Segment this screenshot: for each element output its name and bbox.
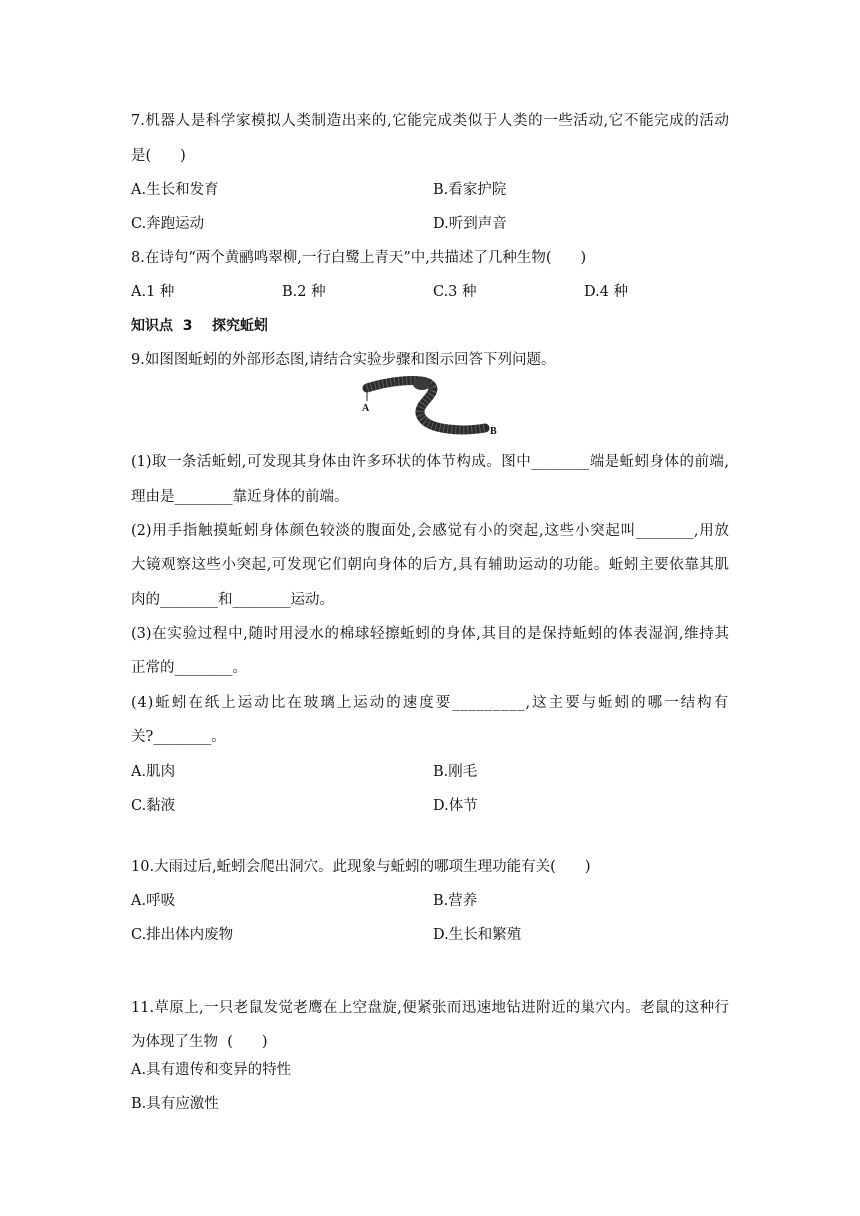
earthworm-figure xyxy=(352,376,512,438)
q9-part1-line2: 理由是________靠近身体的前端。 xyxy=(131,489,349,505)
q7-option-c: C.奔跑运动 xyxy=(131,216,205,232)
q8-option-c: C.3 种 xyxy=(433,284,477,300)
q9-option-a: A.肌肉 xyxy=(131,764,176,780)
label-a: A xyxy=(362,403,370,414)
q9-part3-line2: 正常的________。 xyxy=(131,660,247,676)
q10-option-d: D.生长和繁殖 xyxy=(433,927,522,943)
q8-option-b: B.2 种 xyxy=(282,284,326,300)
q9-part1-line1: (1)取一条活蚯蚓,可发现其身体由许多环状的体节构成。图中________端是蚯蚓身体的前端, xyxy=(131,454,729,470)
q9-stem: 9.如图图蚯蚓的外部形态图,请结合实验步骤和图示回答下列问题。 xyxy=(131,352,556,368)
q7-stem-line1: 7.机器人是科学家模拟人类制造出来的,它能完成类似于人类的一些活动,它不能完成的活动 xyxy=(131,113,729,129)
section-heading: 知识点 3 探究蚯蚓 xyxy=(131,318,268,334)
q9-part4-line2: 关?________。 xyxy=(131,729,226,745)
q9-option-d: D.体节 xyxy=(433,798,478,814)
q8-stem: 8.在诗句“两个黄鹂鸣翠柳,一行白鹭上青天”中,共描述了几种生物( ) xyxy=(131,250,587,266)
q8-option-d: D.4 种 xyxy=(584,284,629,300)
q7-option-a: A.生长和发育 xyxy=(131,182,219,198)
worm-clitellum xyxy=(413,378,431,390)
label-b: B xyxy=(490,426,497,437)
q10-option-a: A.呼吸 xyxy=(131,893,176,909)
q11-option-b: B.具有应激性 xyxy=(131,1096,219,1112)
q8-option-a: A.1 种 xyxy=(131,284,175,300)
q11-option-a: A.具有遗传和变异的特性 xyxy=(131,1062,292,1078)
q7-stem-line2: 是( ) xyxy=(131,148,186,164)
q9-part2-line2: 大镜观察这些小突起,可发现它们朝向身体的后方,具有辅助运动的功能。蚯蚓主要依靠其肌 xyxy=(131,557,729,573)
q9-part2-line3: 肉的________和________运动。 xyxy=(131,592,334,608)
q9-part4-line1: (4)蚯蚓在纸上运动比在玻璃上运动的速度要_________,这主要与蚯蚓的哪一结构有 xyxy=(131,695,729,711)
q9-option-b: B.刚毛 xyxy=(433,764,478,780)
q10-stem: 10.大雨过后,蚯蚓会爬出洞穴。此现象与蚯蚓的哪项生理功能有关( ) xyxy=(131,859,591,875)
q9-part2-line1: (2)用手指触摸蚯蚓身体颜色较淡的腹面处,会感觉有小的突起,这些小突起叫________,用放 xyxy=(131,523,729,539)
q11-stem-line2: 为体现了生物 ( ) xyxy=(131,1034,268,1050)
q11-stem-line1: 11.草原上,一只老鼠发觉老鹰在上空盘旋,便紧张而迅速地钻进附近的巢穴内。老鼠的这种行 xyxy=(131,1000,729,1016)
q9-option-c: C.黏液 xyxy=(131,798,176,814)
q10-option-c: C.排出体内废物 xyxy=(131,927,234,943)
q10-option-b: B.营养 xyxy=(433,893,478,909)
q9-part3-line1: (3)在实验过程中,随时用浸水的棉球轻擦蚯蚓的身体,其目的是保持蚯蚓的体表湿润,维持其 xyxy=(131,626,729,642)
q7-option-d: D.听到声音 xyxy=(433,216,507,232)
q7-option-b: B.看家护院 xyxy=(433,182,507,198)
